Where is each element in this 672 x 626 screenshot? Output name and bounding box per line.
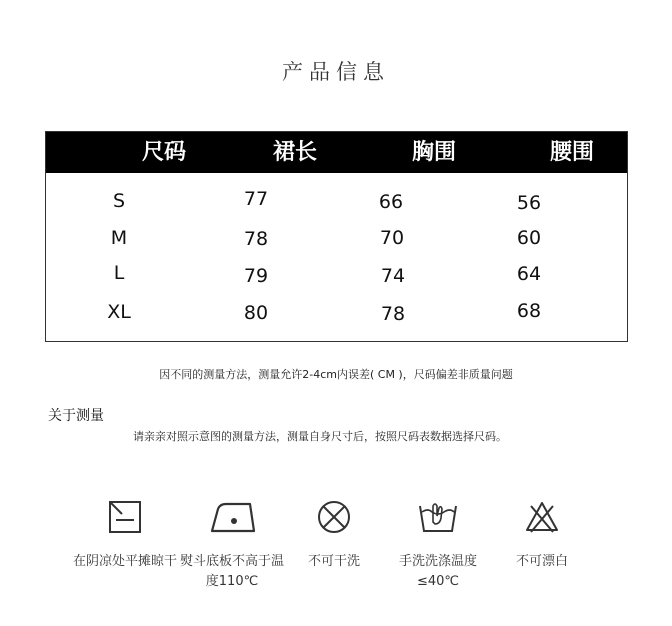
table-cell-length: 80 bbox=[243, 302, 269, 324]
table-cell-length: 78 bbox=[243, 228, 269, 250]
table-header bbox=[46, 132, 627, 173]
table-cell-bust: 66 bbox=[378, 191, 404, 213]
table-cell-size: XL bbox=[107, 301, 131, 323]
care-label: 在阴凉处平摊晾干 bbox=[72, 554, 177, 569]
table-cell-size: M bbox=[110, 227, 128, 249]
care-item bbox=[70, 500, 180, 572]
table-cell-bust: 70 bbox=[379, 227, 405, 249]
header-bust: 胸围 bbox=[411, 140, 456, 165]
care-label: 手洗洗涤温度≤40℃ bbox=[398, 554, 477, 589]
table-cell-waist: 68 bbox=[516, 300, 542, 322]
care-item bbox=[177, 500, 287, 592]
measurement-note: 因不同的测量方法，测量允许2-4cm内误差( CM )，尺码偏差非质量问题 bbox=[159, 368, 513, 381]
iron-low-heat-icon bbox=[206, 500, 258, 534]
care-item bbox=[487, 500, 597, 572]
care-label: 熨斗底板不高于温度110℃ bbox=[179, 554, 284, 589]
dry-flat-shade-icon bbox=[108, 500, 142, 534]
about-title: 关于测量 bbox=[48, 408, 104, 424]
table-cell-size: S bbox=[112, 190, 126, 212]
table-cell-length: 77 bbox=[243, 188, 269, 210]
about-text: 请亲亲对照示意图的测量方法，测量自身尺寸后，按照尺码表数据选择尺码。 bbox=[133, 430, 507, 443]
table-cell-bust: 78 bbox=[380, 303, 406, 325]
size-table bbox=[45, 131, 628, 342]
care-item bbox=[383, 500, 493, 592]
table-cell-size: L bbox=[113, 262, 125, 284]
table-cell-waist: 56 bbox=[516, 192, 542, 214]
care-label: 不可漂白 bbox=[515, 554, 568, 569]
table-cell-waist: 60 bbox=[516, 227, 542, 249]
page-title: 产品信息 bbox=[282, 60, 390, 84]
hand-wash-icon bbox=[418, 500, 458, 534]
header-waist: 腰围 bbox=[549, 140, 594, 165]
table-cell-waist: 64 bbox=[516, 263, 542, 285]
header-size: 尺码 bbox=[141, 140, 186, 165]
table-cell-bust: 74 bbox=[380, 265, 406, 287]
care-label: 不可干洗 bbox=[307, 554, 360, 569]
do-not-dry-clean-icon bbox=[317, 500, 351, 534]
care-item bbox=[279, 500, 389, 572]
table-cell-length: 79 bbox=[243, 265, 269, 287]
header-skirt-length: 裙长 bbox=[272, 140, 317, 165]
do-not-bleach-icon bbox=[524, 500, 560, 534]
